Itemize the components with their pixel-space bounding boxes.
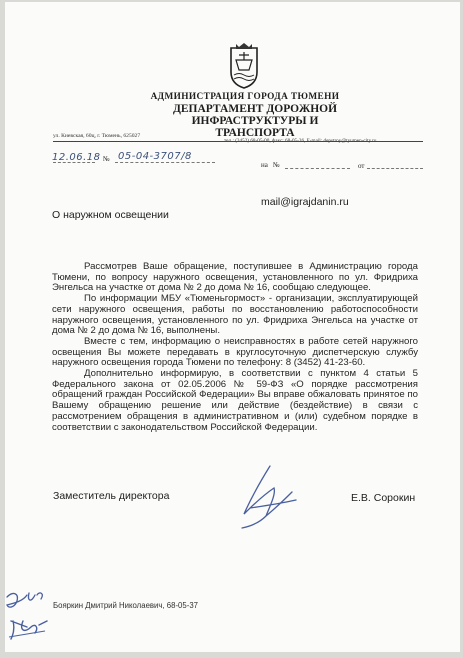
signer-title: Заместитель директора xyxy=(53,490,170,502)
reply-date-label: от xyxy=(358,162,365,170)
header-divider xyxy=(53,141,423,142)
paragraph: Дополнительно информирую, в соответствии с пунктом 4 статьи 5 Федерального закона от 02.05.2006 № 59-ФЗ «О порядке рассмотрения обращений граждан Российской Федерации» Вы вправе обжаловать принятое по Вашему обращению решение или действие (бездействие) в связи с рассмотрением обращения в административном и (или) судебном порядке в соответствии с законодательством Российской Федерации. xyxy=(52,368,418,433)
signer-name: Е.В. Сорокин xyxy=(351,492,416,504)
number-label: № xyxy=(103,155,110,163)
reply-to-number-label: № xyxy=(273,161,280,169)
handwritten-date: 12.06.18 xyxy=(52,152,101,163)
handwritten-initials-icon xyxy=(5,587,50,642)
handwritten-signature-icon xyxy=(230,462,305,532)
letter-body xyxy=(52,262,418,433)
number-line xyxy=(115,162,215,163)
date-line xyxy=(53,162,95,163)
reply-to-label: на xyxy=(261,161,268,169)
contacts-text: тел.: (3452) 68-05-00, факс: 68-05-26, E-mail: depstroy@tyumen-city.ru xyxy=(224,138,377,144)
handwritten-number: 05-04-3707/8 xyxy=(118,151,192,162)
paragraph: По информации МБУ «Тюменьгормост» - организации, эксплуатирующей сети наружного освещения, работы по восстановлению работоспособности наружного освещения, установленного по ул. Фридриха Энгельса на участке от дома № 2 до дома № 16, выполнены. xyxy=(52,293,418,337)
paragraph: Вместе с тем, информацию о неисправностях в работе сетей наружного освещения Вы можете передавать в круглосуточную диспетчерскую службу наружного освещения города Тюмени по телефону: 8 (3452) 41-23-60. xyxy=(52,335,418,369)
paragraph: Рассмотрев Ваше обращение, поступившее в Администрацию города Тюмени, по вопросу наружного освещения, установленного по ул. Фридриха Энгельса на участке от дома № 2 до дома № 16, сообщаю следующее. xyxy=(52,261,418,294)
city-coat-of-arms-icon xyxy=(227,42,261,90)
letter-page xyxy=(5,2,460,652)
reply-date-line xyxy=(367,168,423,169)
administration-title: АДМИНИСТРАЦИЯ ГОРОДА ТЮМЕНИ xyxy=(150,92,340,102)
executor-info: Бояркин Дмитрий Николаевич, 68-05-37 xyxy=(53,601,199,610)
department-title: ДЕПАРТАМЕНТ ДОРОЖНОЙ ИНФРАСТРУКТУРЫ И ТРАНСПОРТА xyxy=(172,103,338,139)
letter-subject: О наружном освещении xyxy=(52,209,169,221)
address-text: ул. Киевская, 60ц, г. Тюмень, 625027 xyxy=(53,133,141,139)
reply-number-line xyxy=(285,168,350,169)
recipient-email: mail@igrajdanin.ru xyxy=(261,196,349,208)
